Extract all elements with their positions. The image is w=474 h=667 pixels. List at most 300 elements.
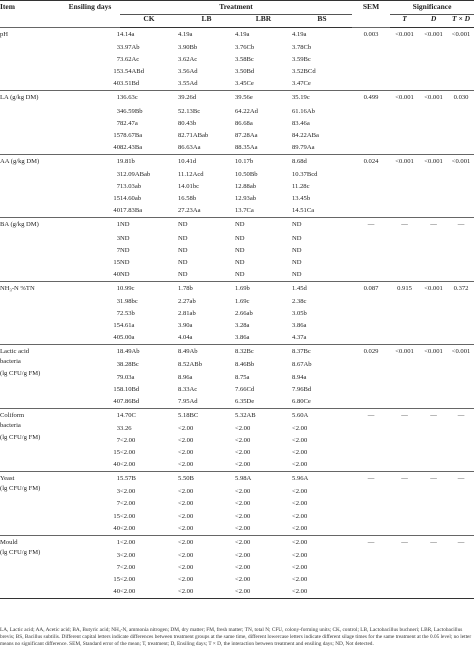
cell-ck: 3.54ABd (120, 68, 144, 76)
cell-lbr: <2.00 (235, 461, 251, 469)
cell-sig-t: <0.001 (390, 91, 419, 154)
cell-lbr: 12.93ab (235, 195, 257, 203)
cell-sig-txd: <0.001 (448, 28, 474, 91)
cell-ck: 4.14a (120, 28, 178, 43)
cell-lb: <2.00 (178, 488, 194, 496)
cell-lbr: 1.69b (235, 281, 292, 296)
item-label-line: bacteria (0, 421, 21, 429)
row-item-label (0, 472, 60, 535)
cell-sig-d: <0.001 (419, 154, 448, 217)
item-label-line: pH (0, 31, 9, 38)
cell-bs: <2.00 (292, 424, 308, 432)
cell-ensiling-day: 15 (113, 512, 120, 520)
cell-ensiling-day: 7 (116, 563, 120, 571)
cell-ck: 4.70C (120, 408, 178, 423)
cell-lbr: 8.46Bb (235, 361, 255, 369)
cell-ensiling-day: 7 (116, 56, 120, 64)
cell-bs: <2.00 (292, 576, 308, 584)
cell-ensiling-day: 40 (113, 588, 120, 596)
cell-ck: <2.00 (120, 535, 178, 550)
cell-ensiling-day: 3 (116, 171, 120, 179)
cell-lb: <2.00 (178, 551, 194, 559)
cell-ck: 2.53b (120, 310, 135, 318)
cell-bs: 3.59Bc (292, 56, 311, 64)
cell-ck: 82.43Ba (120, 143, 143, 151)
cell-ck: 5.57B (120, 472, 178, 487)
cell-sig-t: — (390, 535, 419, 598)
cell-bs: 61.16Ab (292, 107, 315, 115)
item-label-line: (lg CFU/g FM) (0, 548, 41, 556)
cell-ck: 36.63c (120, 91, 178, 106)
cell-ensiling-day: 7 (116, 119, 120, 127)
cell-lb: 3.62Ac (178, 56, 198, 64)
cell-ensiling-day: 40 (113, 461, 120, 469)
cell-ensiling-day: 7 (116, 500, 120, 508)
cell-ck: <2.00 (120, 551, 136, 559)
cell-sig-d: — (419, 535, 448, 598)
table-bottom-rule (0, 599, 474, 600)
cell-lb: 8.96a (178, 373, 193, 381)
cell-lbr: <2.00 (235, 449, 251, 457)
cell-bs: 8.68d (292, 154, 352, 169)
cell-ensiling-day: 1 (60, 281, 120, 296)
cell-ck: ND (120, 234, 130, 242)
row-item-label (0, 154, 60, 217)
table-body (0, 28, 474, 600)
cell-lb: 2.27ab (178, 297, 196, 305)
cell-sig-txd: <0.001 (448, 345, 474, 408)
cell-ensiling-day: 40 (113, 397, 120, 405)
table-row (0, 281, 474, 296)
cell-bs: <2.00 (292, 500, 308, 508)
cell-sig-t: — (390, 472, 419, 535)
cell-lb: ND (178, 246, 188, 254)
cell-lbr: <2.00 (235, 588, 251, 596)
table-footnote: LA, Lactic acid; AA, Acetic acid; BA, Butyric acid; NH₃-N, ammonia nitrogen; DM, dry matter; FM, fresh matter; TN, total N; CFU, colony-forming units; CK, control; LB, Lactobacillus buchneri; LBR, Lactobacillus brevis; BS, Bacillus subtilis. Different capital letters indicate differences between treatment groups at the same time, different lowercase letters indicate different silage times for the same treatment at the 0.05 level; no letter means no significant difference. SEM, Standard error of the mean; T, treatment; D, Ensiling days; T × D, the interaction between treatment and ensiling days; ND, Not detected. (0, 627, 472, 648)
cell-lb: 11.12Acd (178, 171, 204, 179)
cell-lb: 5.50B (178, 472, 235, 487)
cell-lbr: 3.76Cb (235, 44, 255, 52)
cell-sig-txd: — (448, 408, 474, 471)
cell-sig-d: <0.001 (419, 281, 448, 344)
cell-ck: <2.00 (120, 512, 136, 520)
cell-lbr: 39.56e (235, 91, 292, 106)
header-treatment-lbr: LBR (235, 15, 292, 28)
cell-bs: 3.78Cb (292, 44, 312, 52)
cell-lb: <2.00 (178, 524, 194, 532)
cell-ensiling-day: 1 (60, 91, 120, 106)
cell-ck: 46.59Bb (120, 107, 143, 115)
cell-bs: <2.00 (292, 488, 308, 496)
cell-sig-txd: — (448, 472, 474, 535)
cell-bs: 35.19c (292, 91, 352, 106)
header-treatment-ck: CK (120, 15, 178, 28)
cell-sig-d: — (419, 472, 448, 535)
cell-bs: 8.94a (292, 373, 307, 381)
bottom-rule-cell (0, 599, 474, 600)
cell-ck: 17.83Ba (120, 207, 143, 215)
cell-lb: 80.43b (178, 119, 197, 127)
cell-bs: 5.96A (292, 472, 352, 487)
cell-bs: <2.00 (292, 563, 308, 571)
item-label-line: BA (g/kg DM) (0, 221, 39, 229)
cell-lbr: 7.66Cd (235, 385, 255, 393)
cell-sem: — (352, 472, 390, 535)
cell-sem: 0.029 (352, 345, 390, 408)
cell-lbr: ND (235, 218, 292, 233)
header-treatment-lb: LB (178, 15, 235, 28)
cell-sem: — (352, 408, 390, 471)
cell-ensiling-day: 1 (60, 472, 120, 487)
cell-bs: 3.52BCd (292, 68, 316, 76)
cell-lbr: <2.00 (235, 524, 251, 532)
cell-bs: <2.00 (292, 588, 308, 596)
cell-bs: <2.00 (292, 512, 308, 520)
cell-sem: 0.087 (352, 281, 390, 344)
cell-ck: ND (120, 218, 178, 233)
cell-lbr: 10.50Bb (235, 171, 258, 179)
cell-ck: 13.03ab (120, 183, 142, 191)
cell-ck: <2.00 (120, 449, 136, 457)
cell-ensiling-day: 3 (116, 361, 120, 369)
cell-sig-txd: — (448, 535, 474, 598)
cell-ck: 3.62Ac (120, 56, 140, 64)
cell-lb: 3.90Bb (178, 44, 198, 52)
cell-ck: 14.60ab (120, 195, 142, 203)
cell-bs: ND (292, 246, 302, 254)
cell-lbr: ND (235, 270, 245, 278)
cell-bs: <2.00 (292, 461, 308, 469)
cell-ck: 9.81b (120, 154, 178, 169)
cell-ck: 12.09ABab (120, 171, 151, 179)
cell-bs: 3.86a (292, 322, 307, 330)
cell-lb: 2.81ab (178, 310, 196, 318)
cell-bs: 8.67Ab (292, 361, 312, 369)
cell-ensiling-day: 1 (60, 28, 120, 43)
cell-lb: 4.04a (178, 334, 193, 342)
cell-ensiling-day: 15 (113, 195, 120, 203)
cell-ck: ND (120, 270, 130, 278)
cell-bs: 7.96Bd (292, 385, 312, 393)
cell-sig-txd: — (448, 218, 474, 281)
cell-lbr: <2.00 (235, 500, 251, 508)
cell-lb: <2.00 (178, 424, 194, 432)
cell-ensiling-day: 40 (113, 143, 120, 151)
item-label-line: Mould (0, 538, 18, 546)
cell-lbr: 5.98A (235, 472, 292, 487)
cell-sig-d: — (419, 408, 448, 471)
cell-sig-d: <0.001 (419, 28, 448, 91)
cell-ensiling-day: 7 (116, 373, 120, 381)
cell-lb: 8.33Ac (178, 385, 198, 393)
item-label-line: (lg CFU/g FM) (0, 433, 41, 441)
cell-sig-t: <0.001 (390, 154, 419, 217)
cell-ensiling-day: 40 (113, 80, 120, 88)
cell-sig-t: — (390, 408, 419, 471)
cell-ck: <2.00 (120, 437, 136, 444)
row-item-label (0, 28, 60, 91)
header-significance: Significance (390, 1, 474, 15)
cell-ensiling-day: 7 (116, 246, 120, 254)
cell-lbr: 3.86a (235, 334, 250, 342)
cell-bs: 2.38c (292, 297, 307, 305)
cell-ck: ND (120, 246, 130, 254)
cell-lbr: 1.69c (235, 297, 250, 305)
cell-lbr: 2.66ab (235, 310, 253, 318)
cell-lb: ND (178, 270, 188, 278)
cell-lb: 4.19a (178, 28, 235, 43)
cell-bs: ND (292, 270, 302, 278)
cell-lb: <2.00 (178, 563, 194, 571)
item-label-line: bacteria (0, 358, 21, 366)
cell-lb: <2.00 (178, 449, 194, 457)
cell-bs: ND (292, 234, 302, 242)
cell-ensiling-day: 1 (60, 535, 120, 550)
cell-ck: 3.51Bd (120, 80, 140, 88)
cell-lbr: 8.32Bc (235, 345, 292, 360)
cell-bs: 89.79Aa (292, 143, 315, 151)
cell-bs: ND (292, 258, 302, 266)
cell-lbr: 6.35De (235, 397, 255, 405)
cell-ensiling-day: 3 (116, 107, 120, 115)
cell-bs: <2.00 (292, 535, 352, 550)
header-sig-d: D (419, 15, 448, 28)
item-label-line: NH₃-N %TN (0, 284, 35, 292)
cell-ck: <2.00 (120, 488, 136, 496)
item-label-line: (lg CFU/g FM) (0, 485, 41, 493)
item-label-line: Yeast (0, 475, 15, 483)
cell-bs: 4.19a (292, 28, 352, 43)
cell-ensiling-day: 40 (113, 334, 120, 342)
cell-sig-txd: <0.001 (448, 154, 474, 217)
cell-sig-t: — (390, 218, 419, 281)
cell-ck: 5.00a (120, 334, 135, 342)
cell-sem: — (352, 535, 390, 598)
item-label-line: LA (g/kg DM) (0, 94, 39, 102)
cell-lb: 82.71ABab (178, 131, 209, 139)
cell-lb: ND (178, 258, 188, 266)
table-row (0, 218, 474, 233)
cell-lbr: 3.45Ce (235, 80, 254, 88)
cell-lbr: <2.00 (235, 488, 251, 496)
cell-ck: <2.00 (120, 588, 136, 596)
table-row (0, 345, 474, 360)
cell-bs: <2.00 (292, 437, 308, 444)
item-label-line: AA (g/kg DM) (0, 157, 40, 165)
cell-sig-t: <0.001 (390, 28, 419, 91)
item-label-line: Lactic acid (0, 348, 30, 356)
cell-ensiling-day: 3 (116, 488, 120, 496)
row-item-label (0, 345, 60, 408)
cell-ck: 3.97Ab (120, 44, 140, 52)
row-item-label (0, 281, 60, 344)
cell-lbr: 13.7Ca (235, 207, 254, 215)
cell-sig-t: 0.915 (390, 281, 419, 344)
cell-sig-d: <0.001 (419, 91, 448, 154)
item-label-line: Coliform (0, 411, 25, 419)
cell-bs: 13.45b (292, 195, 311, 203)
cell-lbr: 87.28Aa (235, 131, 258, 139)
cell-lbr: <2.00 (235, 535, 292, 550)
cell-ck: <2.00 (120, 576, 136, 584)
cell-lb: 14.01bc (178, 183, 200, 191)
cell-ensiling-day: 15 (113, 322, 120, 330)
cell-lbr: <2.00 (235, 576, 251, 584)
cell-ck: ND (120, 258, 130, 266)
cell-bs: ND (292, 218, 352, 233)
cell-lbr: ND (235, 234, 245, 242)
cell-lb: 8.52ABb (178, 361, 202, 369)
cell-ck: 8.10Bd (120, 385, 140, 393)
cell-bs: 84.22ABa (292, 131, 319, 139)
cell-lbr: 3.50Bd (235, 68, 255, 76)
cell-ensiling-day: 1 (60, 345, 120, 360)
cell-lbr: 88.35Aa (235, 143, 258, 151)
cell-bs: 4.37a (292, 334, 307, 342)
cell-ensiling-day: 40 (113, 524, 120, 532)
cell-lbr: <2.00 (235, 563, 251, 571)
cell-ensiling-day: 3 (116, 551, 120, 559)
cell-lb: 16.58b (178, 195, 197, 203)
cell-sem: 0.499 (352, 91, 390, 154)
header-sem: SEM (352, 1, 390, 28)
cell-bs: 6.80Ce (292, 397, 311, 405)
cell-ck: <2.00 (120, 524, 136, 532)
table-row (0, 472, 474, 487)
cell-ck: 8.28Bc (120, 361, 139, 369)
cell-lbr: <2.00 (235, 437, 251, 444)
header-ensiling-days: Ensiling days (60, 1, 120, 28)
cell-bs: 1.45d (292, 281, 352, 296)
cell-ck: 78.67Ba (120, 131, 143, 139)
cell-bs: <2.00 (292, 449, 308, 457)
cell-ck: 9.03a (120, 373, 135, 381)
cell-sem: — (352, 218, 390, 281)
cell-ensiling-day: 3 (116, 44, 120, 52)
cell-sig-txd: 0.030 (448, 91, 474, 154)
cell-ck: 7.86Bd (120, 397, 140, 405)
cell-lbr: <2.00 (235, 551, 251, 559)
row-item-label (0, 535, 60, 598)
cell-sig-d: <0.001 (419, 345, 448, 408)
cell-bs: 11.28c (292, 183, 310, 191)
cell-lb: 10.41d (178, 154, 235, 169)
cell-ensiling-day: 15 (113, 576, 120, 584)
cell-ensiling-day: 1 (60, 408, 120, 423)
table-row (0, 28, 474, 43)
cell-ensiling-day: 1 (60, 154, 120, 169)
cell-bs: 5.60A (292, 408, 352, 423)
cell-ensiling-day: 15 (113, 385, 120, 393)
cell-ensiling-day: 3 (116, 234, 120, 242)
cell-ensiling-day: 15 (113, 68, 120, 76)
cell-lbr: <2.00 (235, 424, 251, 432)
cell-lb: 1.78b (178, 281, 235, 296)
cell-sem: 0.024 (352, 154, 390, 217)
cell-bs: 83.46a (292, 119, 310, 127)
header-sig-t: T (390, 15, 419, 28)
cell-lb: <2.00 (178, 437, 194, 444)
cell-lb: 3.55Ad (178, 80, 198, 88)
cell-ck: 3.26 (120, 424, 132, 432)
cell-lbr: 12.88ab (235, 183, 257, 191)
item-label-line: (lg CFU/g FM) (0, 370, 41, 378)
cell-lb: 39.26d (178, 91, 235, 106)
cell-lb: <2.00 (178, 461, 194, 469)
cell-lb: 3.90a (178, 322, 193, 330)
cell-lb: 27.23Aa (178, 207, 201, 215)
header-treatment: Treatment (120, 1, 352, 15)
cell-bs: <2.00 (292, 524, 308, 532)
cell-ensiling-day: 40 (113, 270, 120, 278)
cell-ck: <2.00 (120, 461, 136, 469)
cell-ensiling-day: 7 (116, 437, 120, 444)
cell-ensiling-day: 7 (116, 310, 120, 318)
cell-ensiling-day: 1 (60, 218, 120, 233)
cell-lbr: 10.17b (235, 154, 292, 169)
cell-lb: <2.00 (178, 588, 194, 596)
cell-lbr: 8.75a (235, 373, 250, 381)
cell-ensiling-day: 3 (116, 424, 120, 432)
cell-ck: 8.49Ab (120, 345, 178, 360)
row-item-label (0, 218, 60, 281)
table-row (0, 408, 474, 423)
row-item-label (0, 408, 60, 471)
cell-lb: 7.95Ad (178, 397, 198, 405)
header-treatment-bs: BS (292, 15, 352, 28)
cell-ensiling-day: 40 (113, 207, 120, 215)
table-row (0, 91, 474, 106)
cell-sig-txd: 0.372 (448, 281, 474, 344)
row-item-label (0, 91, 60, 154)
cell-lb: 52.13Bc (178, 107, 201, 115)
cell-ensiling-day: 15 (113, 131, 120, 139)
cell-lb: ND (178, 218, 235, 233)
cell-ensiling-day: 3 (116, 297, 120, 305)
cell-lbr: 5.32AB (235, 408, 292, 423)
cell-lb: <2.00 (178, 512, 194, 520)
cell-ensiling-day: 7 (116, 183, 120, 191)
cell-lbr: 86.68a (235, 119, 253, 127)
cell-lb: 8.49Ab (178, 345, 235, 360)
header-sig-txd: T × D (448, 15, 474, 28)
table-row (0, 535, 474, 550)
cell-lb: ND (178, 234, 188, 242)
cell-lbr: 3.58Bc (235, 56, 254, 64)
cell-bs: 3.05b (292, 310, 307, 318)
cell-lbr: ND (235, 246, 245, 254)
cell-ck: <2.00 (120, 500, 136, 508)
cell-lb: 3.56Ad (178, 68, 198, 76)
cell-bs: <2.00 (292, 551, 308, 559)
cell-lb: <2.00 (178, 576, 194, 584)
cell-bs: 10.37Bcd (292, 171, 318, 179)
cell-ck: 82.47a (120, 119, 138, 127)
cell-ensiling-day: 15 (113, 449, 120, 457)
cell-lbr: <2.00 (235, 512, 251, 520)
cell-lb: 5.18BC (178, 408, 235, 423)
cell-lbr: ND (235, 258, 245, 266)
table-row (0, 154, 474, 169)
cell-lb: <2.00 (178, 500, 194, 508)
cell-bs: 3.47Ce (292, 80, 311, 88)
cell-ck: 0.99c (120, 281, 178, 296)
cell-bs: 8.37Bc (292, 345, 352, 360)
cell-lbr: 64.22Ad (235, 107, 258, 115)
cell-lb: <2.00 (178, 535, 235, 550)
cell-ck: <2.00 (120, 563, 136, 571)
cell-lbr: 4.19a (235, 28, 292, 43)
